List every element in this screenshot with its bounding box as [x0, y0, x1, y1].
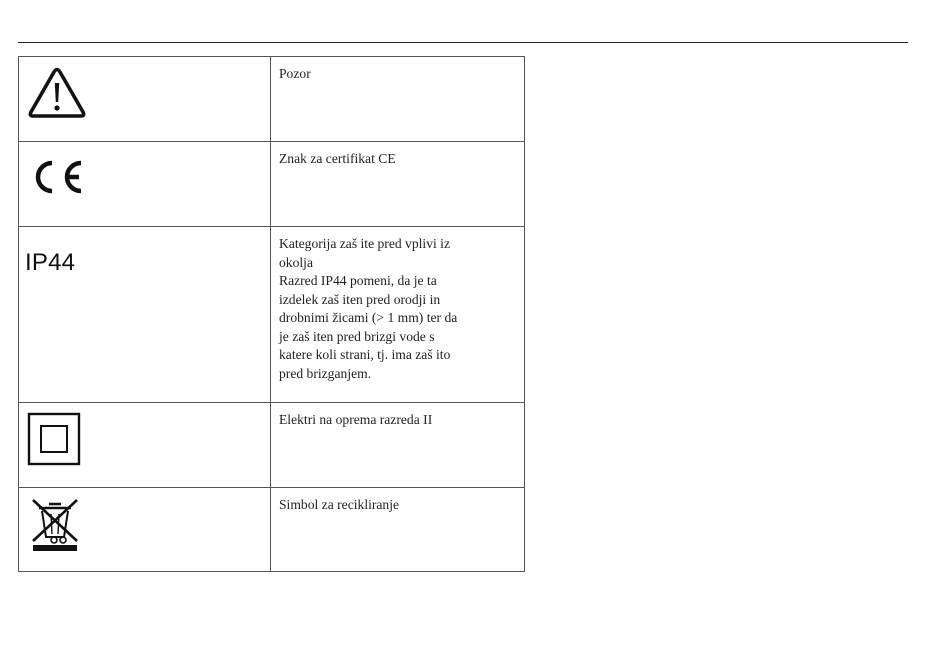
symbols-table	[18, 56, 525, 572]
symbol-cell	[19, 142, 271, 227]
header-rule	[18, 42, 908, 43]
symbol-cell	[19, 227, 271, 403]
symbol-description: Znak za certifikat CE	[271, 142, 525, 227]
table-row	[19, 57, 525, 142]
symbol-description: Kategorija zaš ite pred vplivi iz okolja Razred IP44 pomeni, da je ta izdelek zaš iten pred orodji in drobnimi žicami (> 1 mm) ter da je zaš iten pred brizgi vode s katere koli strani, tj. ima zaš ito pred brizganjem.	[271, 227, 525, 403]
table-row	[19, 403, 525, 488]
ip44-label: IP44	[25, 249, 76, 276]
symbol-cell	[19, 488, 271, 572]
symbol-description: Pozor	[271, 57, 525, 142]
symbol-cell	[19, 403, 271, 488]
crossed-bin-icon	[27, 497, 87, 553]
table-row	[19, 488, 525, 572]
double-insulation-icon	[27, 412, 87, 468]
ce-mark-icon	[27, 151, 87, 203]
symbol-description: Simbol za recikliranje	[271, 488, 525, 572]
symbol-description: Elektri na oprema razreda II	[271, 403, 525, 488]
table-row	[19, 227, 525, 403]
table-row	[19, 142, 525, 227]
warning-triangle-icon	[27, 66, 87, 118]
symbol-cell	[19, 57, 271, 142]
